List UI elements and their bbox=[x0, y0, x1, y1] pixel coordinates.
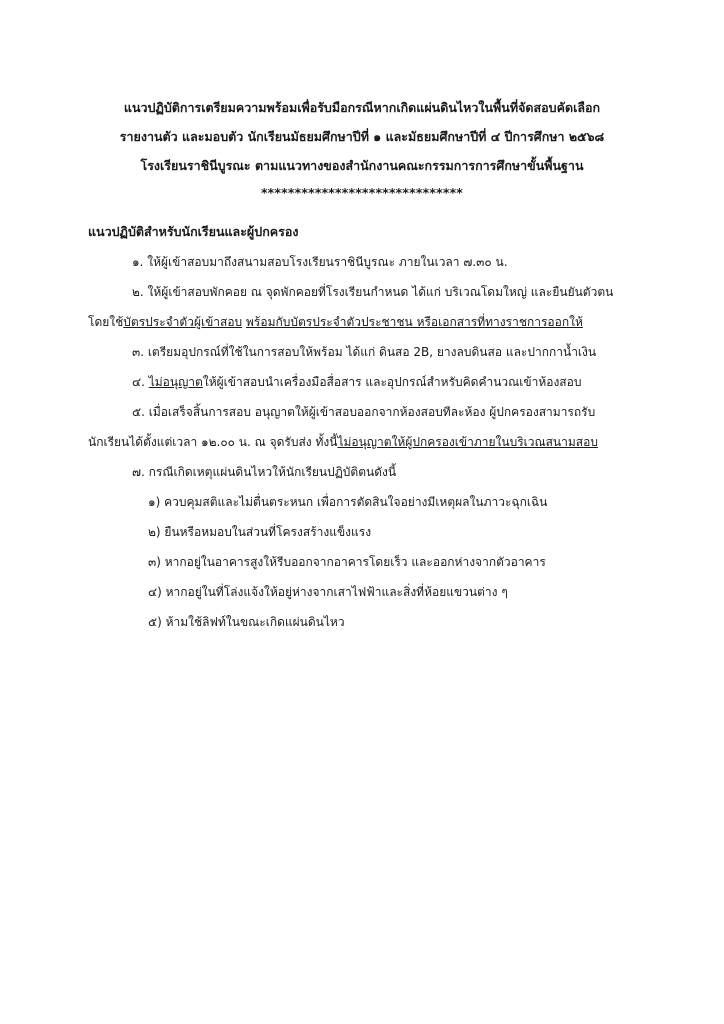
item-2-underline-b: พร้อมกับบัตรประจำตัวประชาชน หรือเอกสารที่ทางราชการออกให้ bbox=[246, 315, 583, 329]
item-5-line-1: ๕. เมื่อเสร็จสิ้นการสอบ อนุญาตให้ผู้เข้าสอบออกจากห้องสอบทีละห้อง ผู้ปกครองสามารถรับ bbox=[132, 405, 596, 419]
sub-item-4: ๔) หากอยู่ในที่โล่งแจ้งให้อยู่ห่างจากเสาไฟฟ้าและสิ่งที่ห้อยแขวนต่าง ๆ bbox=[148, 585, 508, 599]
document-header bbox=[0, 98, 724, 205]
item-1: ๑. ให้ผู้เข้าสอบมาถึงสนามสอบโรงเรียนราชินีบูรณะ ภายในเวลา ๗.๓๐ น. bbox=[132, 255, 508, 269]
header-title-line-1: แนวปฏิบัติการเตรียมความพร้อมเพื่อรับมือกรณีหากเกิดแผ่นดินไหวในพื้นที่จัดสอบคัดเลือก bbox=[123, 100, 601, 115]
item-4-number: ๔. bbox=[132, 375, 149, 389]
item-7: ๗. กรณีเกิดเหตุแผ่นดินไหวให้นักเรียนปฏิบัติตนดังนี้ bbox=[132, 465, 397, 479]
header-title-line-2: รายงานตัว และมอบตัว นักเรียนมัธยมศึกษาปีที่ ๑ และมัธยมศึกษาปีที่ ๔ ปีการศึกษา ๒๕๖๘ bbox=[119, 129, 605, 144]
section-title: แนวปฏิบัติสำหรับนักเรียนและผู้ปกครอง bbox=[88, 224, 299, 239]
item-4 bbox=[88, 372, 648, 402]
item-4-text: ให้ผู้เข้าสอบนำเครื่องมือสื่อสาร และอุปกรณ์สำหรับคิดคำนวณเข้าห้องสอบ bbox=[202, 375, 582, 389]
sub-item-5: ๕) ห้ามใช้ลิฟท์ในขณะเกิดแผ่นดินไหว bbox=[148, 615, 345, 629]
item-5-line-2 bbox=[88, 432, 648, 462]
header-separator: ****************************** bbox=[260, 185, 464, 200]
item-5-text: นักเรียนได้ตั้งแต่เวลา ๑๒.๐๐ น. ณ จุดรับส่ง ทั้งนี้ bbox=[88, 435, 338, 449]
document-body bbox=[88, 222, 648, 642]
sub-item-3: ๓) หากอยู่ในอาคารสูงให้รีบออกจากอาคารโดยเร็ว และออกห่างจากตัวอาคาร bbox=[148, 555, 546, 569]
sub-item-2: ๒) ยืนหรือหมอบในส่วนที่โครงสร้างแข็งแรง bbox=[148, 525, 372, 539]
sub-item-1: ๑) ควบคุมสติและไม่ตื่นตระหนก เพื่อการตัดสินใจอย่างมีเหตุผลในภาวะฉุกเฉิน bbox=[148, 495, 548, 509]
item-4-underline: ไม่อนุญาต bbox=[148, 375, 203, 389]
item-2-line-1: ๒. ให้ผู้เข้าสอบพักคอย ณ จุดพักคอยที่โรงเรียนกำหนด ได้แก่ บริเวณโดมใหญ่ และยืนยันตัวตน bbox=[132, 285, 614, 299]
item-2-line-2 bbox=[88, 312, 648, 342]
header-title-line-3: โรงเรียนราชินีบูรณะ ตามแนวทางของสำนักงานคณะกรรมการการศึกษาขั้นพื้นฐาน bbox=[140, 158, 584, 173]
item-2-underline-a: บัตรประจำตัวผู้เข้าสอบ bbox=[123, 315, 243, 329]
item-5-underline: ไม่อนุญาตให้ผู้ปกครองเข้าภายในบริเวณสนามสอบ bbox=[337, 435, 598, 449]
item-2-text-a: โดยใช้ bbox=[88, 315, 124, 329]
item-3: ๓. เตรียมอุปกรณ์ที่ใช้ในการสอบให้พร้อม ได้แก่ ดินสอ 2B, ยางลบดินสอ และปากกาน้ำเงิน bbox=[132, 345, 597, 359]
